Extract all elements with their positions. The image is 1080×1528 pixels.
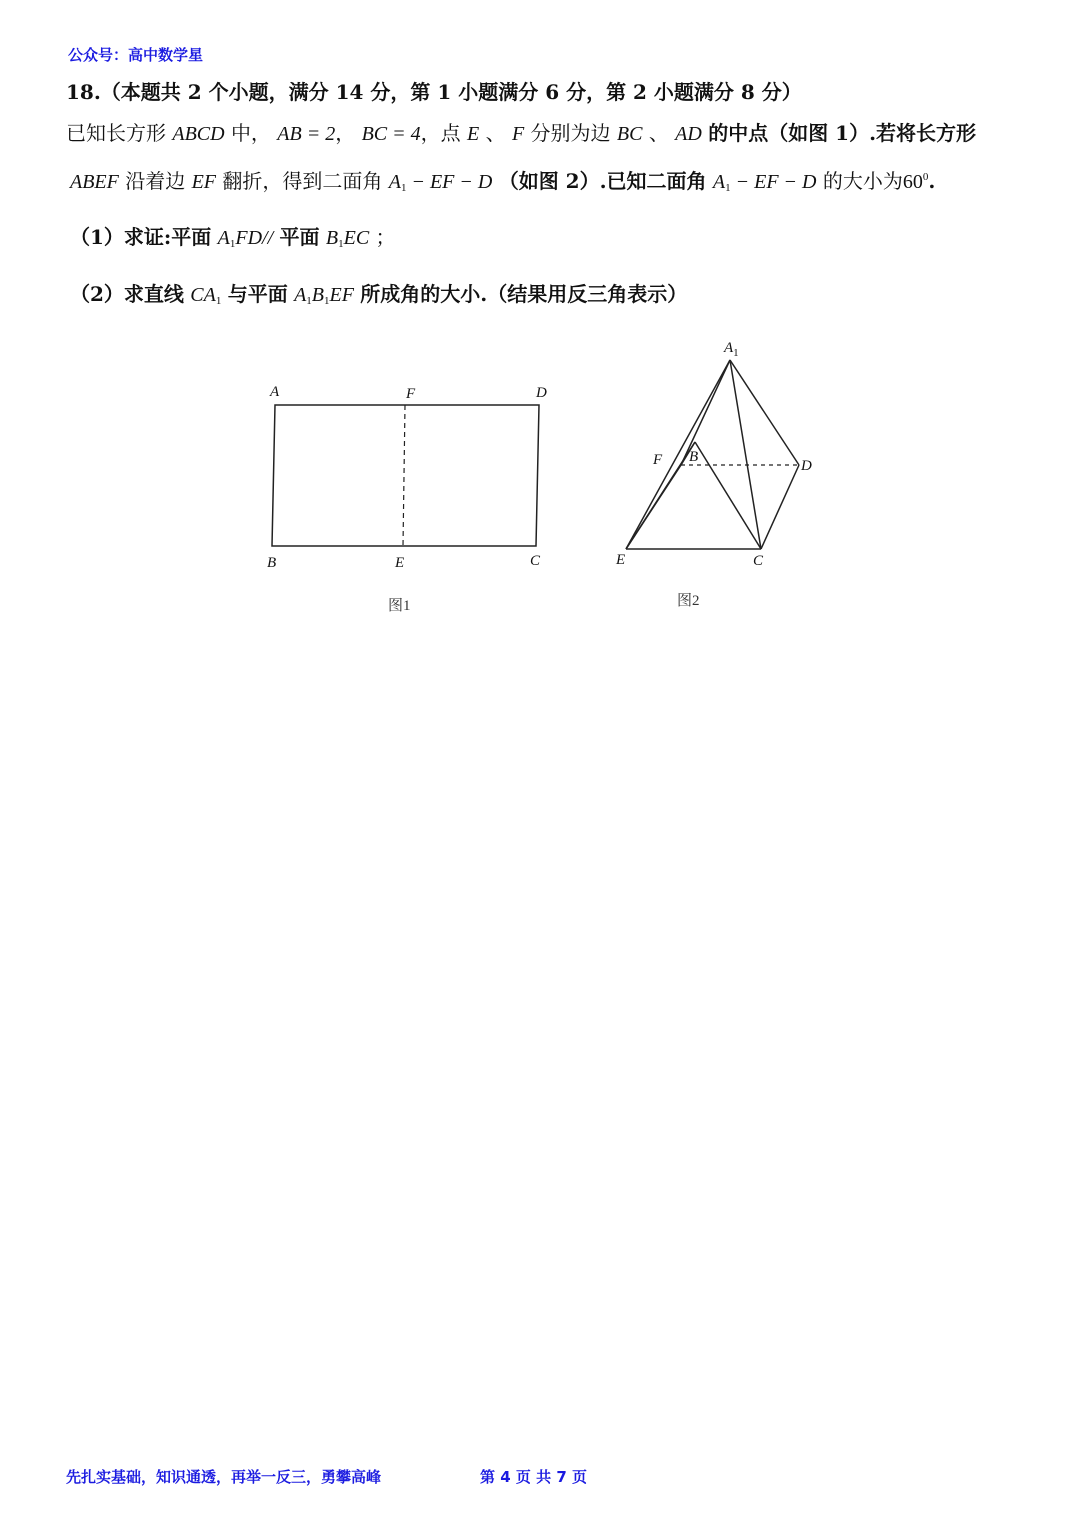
figure-1-rectangle — [250, 370, 570, 620]
source-header: 公众号：高中数学星 — [68, 46, 204, 64]
label-f: F — [406, 386, 416, 402]
text: 沿着边 — [125, 169, 186, 193]
math-a: A — [388, 171, 401, 193]
question-1 — [70, 221, 396, 250]
math-a1fd — [218, 227, 274, 249]
text: 与平面 — [227, 282, 288, 306]
math-fd: FD// — [235, 227, 274, 249]
problem-line-2 — [70, 165, 935, 194]
edge-a1-c — [730, 360, 761, 549]
text: 的中点（如图 1）.若将长方形 — [708, 121, 977, 145]
superscript: 0 — [922, 171, 929, 183]
text: 翻折，得到二面角 — [222, 169, 383, 193]
problem-meta: （本题共 2 个小题，满分 14 分，第 1 小题满分 6 分，第 2 小题满分 8 分） — [100, 80, 802, 104]
problem-number: 18. — [66, 80, 101, 104]
math-b: B — [325, 227, 339, 249]
math-rest: − EF − D — [406, 171, 493, 193]
label-b: B — [689, 449, 699, 465]
math-a: A — [294, 284, 307, 306]
footer-page-number: 第 4 页 共 7 页 — [480, 1468, 587, 1486]
text: 、 — [648, 121, 669, 145]
subscript: 1 — [215, 295, 222, 307]
degree-value: 60 — [902, 171, 923, 193]
math-rest: − EF − D — [730, 171, 817, 193]
label-f: F — [653, 452, 663, 468]
figure-2-caption: 图2 — [677, 593, 700, 609]
math-ca1 — [190, 284, 221, 306]
math-degree — [903, 171, 929, 193]
math-a: A — [712, 171, 726, 193]
subscript: 1 — [324, 295, 330, 307]
figure-1-caption: 图1 — [388, 598, 411, 614]
q2-label: （2）求直线 — [70, 282, 184, 306]
label-a1-letter: A — [724, 340, 734, 356]
label-c: C — [530, 553, 541, 569]
math-abef: ABEF — [70, 171, 119, 193]
math-ad: AD — [675, 123, 702, 145]
question-2 — [70, 278, 687, 307]
edge-b-c — [695, 442, 761, 549]
text: 所成角的大小.（结果用反三角表示） — [360, 282, 688, 306]
math-abcd: ABCD — [172, 123, 225, 145]
edge-a1-e — [626, 360, 730, 549]
footer-motto: 先扎实基础，知识通透，再举一反三，勇攀高峰 — [66, 1468, 382, 1486]
label-e: E — [616, 552, 626, 568]
edge-d-c — [761, 465, 799, 549]
math-f: F — [511, 123, 525, 145]
math-ef: EF — [329, 284, 354, 306]
math-ab-eq: AB = 2 — [277, 123, 336, 145]
problem-line-1 — [66, 117, 976, 146]
text: 的大小为 — [822, 169, 903, 193]
math-ca: CA — [190, 284, 216, 306]
text: 已知长方形 — [66, 121, 166, 145]
q1-label: （1）求证:平面 — [70, 225, 212, 249]
label-a1 — [723, 340, 739, 359]
math-ec: EC — [343, 227, 370, 249]
label-d: D — [536, 385, 547, 401]
subscript: 1 — [725, 182, 731, 194]
math-dihedral-2 — [713, 171, 817, 193]
text: 中， — [230, 121, 271, 145]
text: （如图 2）.已知二面角 — [498, 169, 707, 193]
text: 、 — [485, 121, 506, 145]
math-bc: BC — [616, 123, 643, 145]
math-b: B — [311, 284, 324, 306]
label-c: C — [753, 553, 764, 569]
math-b1ec — [326, 227, 369, 249]
label-d: D — [801, 458, 812, 474]
text: 分别为边 — [530, 121, 611, 145]
subscript: 1 — [400, 182, 407, 194]
problem-heading — [66, 76, 802, 105]
rectangle-abcd — [272, 405, 539, 546]
math-bc-eq: BC = 4 — [361, 123, 421, 145]
math-ef: EF — [191, 171, 217, 193]
subscript: 1 — [229, 238, 236, 250]
label-b: B — [267, 555, 277, 571]
figure-2-folded — [600, 330, 830, 620]
text: 平面 — [279, 225, 320, 249]
label-a1-sub: 1 — [733, 347, 739, 359]
math-e: E — [467, 123, 480, 145]
math-a: A — [217, 227, 230, 249]
subscript: 1 — [338, 238, 344, 250]
text: ； — [375, 225, 396, 249]
fold-line-ef — [403, 405, 405, 546]
label-e: E — [395, 555, 405, 571]
label-a: A — [270, 384, 280, 400]
text: ，点 — [420, 121, 461, 145]
text: ， — [335, 121, 356, 145]
subscript: 1 — [306, 295, 312, 307]
math-dihedral-1 — [389, 171, 493, 193]
text: . — [928, 169, 936, 193]
math-a1b1ef — [294, 284, 354, 306]
edge-a1-d — [730, 360, 799, 465]
